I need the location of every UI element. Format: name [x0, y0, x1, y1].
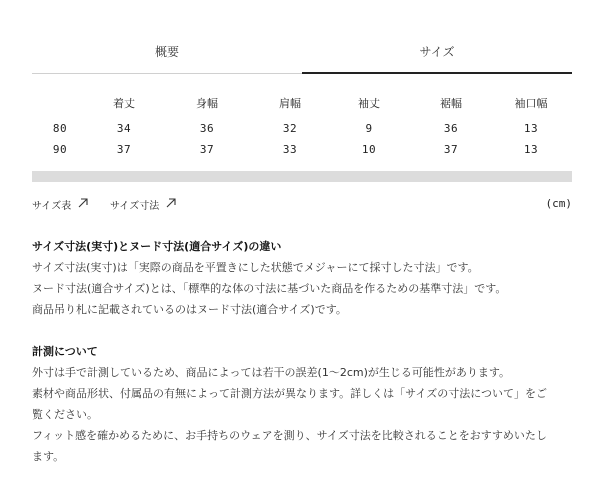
size-table [32, 92, 572, 164]
table-cell: 13 [523, 143, 539, 156]
external-arrow-icon [165, 197, 177, 212]
table-row [32, 122, 572, 143]
table-cell: 34 [116, 122, 132, 135]
size-measure-link-label: サイズ寸法 [110, 201, 160, 212]
table-header-cell: 身幅 [196, 97, 218, 110]
size-measure-link[interactable] [110, 197, 177, 212]
table-cell: 13 [523, 122, 539, 135]
table-header-row [32, 92, 572, 122]
table-cell: 90 [52, 143, 68, 156]
unit-label: (cm) [545, 197, 572, 210]
table-header-cell: 着丈 [113, 97, 135, 110]
size-chart-link[interactable] [32, 197, 89, 212]
tab-active-indicator [302, 72, 572, 74]
table-cell: 36 [199, 122, 215, 135]
section-text: サイズ寸法(実寸)は「実際の商品を平置きにした状態でメジャーにて採寸した寸法」です。 [32, 261, 479, 274]
size-chart-link-label: サイズ表 [32, 201, 72, 212]
table-cell: 32 [282, 122, 298, 135]
section-title: サイズ寸法(実寸)とヌード寸法(適合サイズ)の違い [32, 240, 282, 253]
tab-size[interactable]: サイズ [419, 45, 455, 59]
table-cell: 37 [116, 143, 132, 156]
table-header-cell: 裾幅 [440, 97, 462, 110]
section-title: 計測について [32, 345, 98, 358]
size-links [32, 197, 572, 215]
tab-overview[interactable]: 概要 [154, 45, 179, 59]
table-header-cell: 肩幅 [279, 97, 301, 110]
table-header-cell: 袖丈 [358, 97, 380, 110]
size-difference-section [32, 236, 577, 320]
measurement-section [32, 341, 577, 467]
section-text: 素材や商品形状、付属品の有無によって計測方法が異なります。詳しくは「サイズの寸法について」をご [32, 387, 548, 400]
table-header-cell: 袖口幅 [514, 97, 548, 110]
section-text: 外寸は手で計測しているため、商品によっては若干の誤差(1〜2cm)が生じる可能性があります。 [32, 366, 511, 379]
table-cell: 36 [443, 122, 459, 135]
section-text: ヌード寸法(適合サイズ)とは、「標準的な体の寸法に基づいた商品を作るための基準寸法」です。 [32, 282, 507, 295]
section-text: フィット感を確かめるために、お手持ちのウェアを測り、サイズ寸法を比較されることをおすすめいたし [32, 429, 547, 442]
section-text: 覧ください。 [32, 408, 98, 421]
section-text: 商品吊り札に記載されているのはヌード寸法(適合サイズ)です。 [32, 303, 347, 316]
table-cell: 10 [361, 143, 377, 156]
table-cell: 80 [52, 122, 68, 135]
table-scrollbar[interactable] [32, 171, 572, 182]
table-cell: 37 [199, 143, 215, 156]
tab-bar [32, 0, 572, 74]
table-cell: 37 [443, 143, 459, 156]
section-text: ます。 [32, 450, 65, 463]
table-cell: 9 [365, 122, 373, 135]
table-row [32, 143, 572, 164]
table-cell: 33 [282, 143, 298, 156]
external-arrow-icon [77, 197, 89, 212]
